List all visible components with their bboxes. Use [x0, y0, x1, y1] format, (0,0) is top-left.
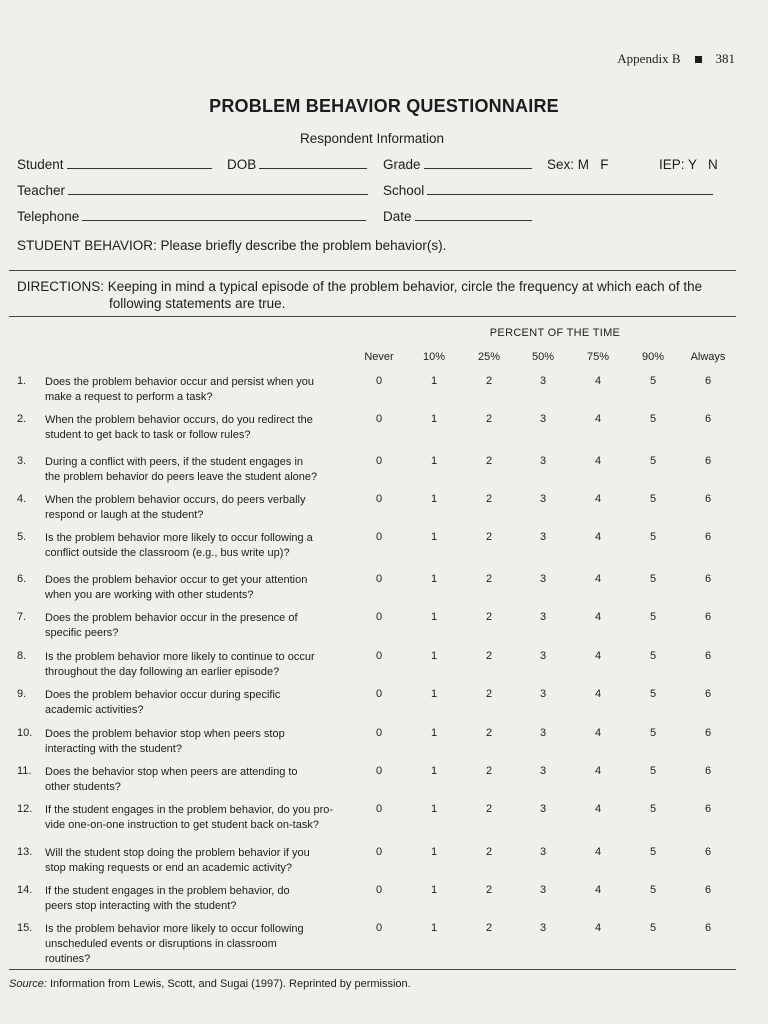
- question-line: the problem behavior do peers leave the student alone?: [45, 471, 318, 483]
- telephone-line: [82, 219, 366, 221]
- question-line: Is the problem behavior more likely to continue to occur: [45, 651, 315, 663]
- question-line: conflict outside the classroom (e.g., bus write up)?: [45, 547, 290, 559]
- frequency-option[interactable]: 5: [649, 413, 657, 425]
- frequency-option[interactable]: 1: [430, 573, 438, 585]
- question-text: [45, 803, 333, 833]
- frequency-option[interactable]: 0: [375, 922, 383, 934]
- frequency-option[interactable]: 2: [485, 765, 493, 777]
- column-header: 90%: [641, 351, 665, 363]
- frequency-option[interactable]: 2: [485, 922, 493, 934]
- frequency-option[interactable]: 4: [594, 611, 602, 623]
- question-text: [45, 650, 315, 680]
- frequency-option[interactable]: 4: [594, 688, 602, 700]
- question-line: Does the problem behavior occur during specific: [45, 689, 281, 701]
- frequency-option[interactable]: 0: [375, 650, 383, 662]
- frequency-option[interactable]: 5: [649, 650, 657, 662]
- question-line: Does the problem behavior occur to get your attention: [45, 574, 308, 586]
- frequency-option[interactable]: 0: [375, 611, 383, 623]
- frequency-option[interactable]: 5: [649, 455, 657, 467]
- frequency-option[interactable]: 2: [485, 413, 493, 425]
- frequency-option[interactable]: 1: [430, 455, 438, 467]
- frequency-option[interactable]: 2: [485, 611, 493, 623]
- school-label: School: [383, 183, 425, 198]
- frequency-option[interactable]: 3: [539, 531, 547, 543]
- question-number: 11.: [17, 765, 32, 777]
- question-line: If the student engages in the problem behavior, do: [45, 885, 290, 897]
- question-number: 14.: [17, 884, 33, 896]
- question-number: 9.: [17, 688, 27, 700]
- frequency-option[interactable]: 2: [485, 650, 493, 662]
- question-line: Does the behavior stop when peers are attending to: [45, 766, 298, 778]
- grade-label: Grade: [383, 157, 421, 172]
- frequency-option[interactable]: 1: [430, 803, 438, 815]
- question-line: Does the problem behavior occur in the presence of: [45, 612, 298, 624]
- question-line: During a conflict with peers, if the student engages in: [45, 456, 304, 468]
- question-line: When the problem behavior occurs, do peers verbally: [45, 494, 306, 506]
- frequency-option[interactable]: 6: [704, 413, 712, 425]
- question-text: [45, 688, 280, 718]
- grade-line: [424, 167, 532, 169]
- dob-field[interactable]: [227, 157, 367, 172]
- divider: [9, 316, 736, 317]
- question-number: 13.: [17, 846, 33, 858]
- frequency-option[interactable]: 6: [704, 573, 712, 585]
- frequency-option[interactable]: 2: [485, 455, 493, 467]
- question-line: student to get back to task or follow rules?: [45, 429, 251, 441]
- question-line: throughout the day following an earlier episode?: [45, 666, 280, 678]
- date-line: [415, 219, 532, 221]
- school-field[interactable]: [383, 183, 713, 198]
- question-number: 5.: [17, 531, 27, 543]
- frequency-option[interactable]: 3: [539, 884, 547, 896]
- question-line: Is the problem behavior more likely to occur following: [45, 923, 304, 935]
- frequency-option[interactable]: 1: [430, 650, 438, 662]
- page-title: PROBLEM BEHAVIOR QUESTIONNAIRE: [209, 96, 559, 116]
- frequency-option[interactable]: 6: [704, 611, 712, 623]
- frequency-option[interactable]: 6: [704, 846, 712, 858]
- frequency-option[interactable]: 3: [539, 650, 547, 662]
- frequency-option[interactable]: 3: [539, 375, 547, 387]
- question-text: [45, 375, 314, 405]
- frequency-option[interactable]: 0: [375, 493, 383, 505]
- frequency-option[interactable]: 5: [649, 493, 657, 505]
- question-line: Does the problem behavior occur and persist when you: [45, 376, 315, 388]
- frequency-option[interactable]: 4: [594, 573, 602, 585]
- frequency-option[interactable]: 2: [485, 531, 493, 543]
- question-text: [45, 884, 290, 914]
- frequency-option[interactable]: 0: [375, 531, 383, 543]
- question-line: respond or laugh at the student?: [45, 509, 204, 521]
- source-label: Source:: [9, 978, 47, 990]
- question-number: 12.: [17, 803, 33, 815]
- teacher-field[interactable]: [17, 183, 368, 198]
- frequency-option[interactable]: 1: [430, 765, 438, 777]
- question-number: 3.: [17, 455, 27, 467]
- question-line: academic activities?: [45, 704, 144, 716]
- question-line: vide one-on-one instruction to get student back on-task?: [45, 819, 319, 831]
- frequency-option[interactable]: 1: [430, 727, 438, 739]
- telephone-label: Telephone: [17, 209, 80, 224]
- question-number: 8.: [17, 650, 27, 662]
- frequency-option[interactable]: 3: [539, 413, 547, 425]
- column-header: 75%: [586, 351, 610, 363]
- frequency-option[interactable]: 1: [430, 688, 438, 700]
- column-header: Never: [364, 351, 394, 363]
- frequency-option[interactable]: 0: [375, 765, 383, 777]
- question-line: peers stop interacting with the student?: [45, 900, 237, 912]
- frequency-option[interactable]: 5: [649, 803, 657, 815]
- frequency-option[interactable]: 3: [539, 493, 547, 505]
- question-line: Does the problem behavior stop when peers stop: [45, 728, 285, 740]
- teacher-label: Teacher: [17, 183, 66, 198]
- directions: [17, 278, 702, 312]
- frequency-option[interactable]: 0: [375, 884, 383, 896]
- frequency-option[interactable]: 5: [649, 531, 657, 543]
- frequency-option[interactable]: 6: [704, 765, 712, 777]
- frequency-option[interactable]: 0: [375, 727, 383, 739]
- frequency-option[interactable]: 2: [485, 803, 493, 815]
- date-field[interactable]: [383, 209, 532, 224]
- question-number: 4.: [17, 493, 27, 505]
- frequency-option[interactable]: 4: [594, 884, 602, 896]
- frequency-option[interactable]: 6: [704, 727, 712, 739]
- question-line: If the student engages in the problem behavior, do you pro-: [45, 804, 334, 816]
- frequency-option[interactable]: 2: [485, 688, 493, 700]
- directions-line: following statements are true.: [109, 296, 286, 311]
- frequency-option[interactable]: 2: [485, 375, 493, 387]
- question-number: 10.: [17, 727, 33, 739]
- column-header: 25%: [477, 351, 501, 363]
- column-header: 50%: [531, 351, 555, 363]
- question-text: [45, 611, 298, 641]
- frequency-option[interactable]: 2: [485, 573, 493, 585]
- section-subtitle: Respondent Information: [299, 131, 445, 146]
- frequency-option[interactable]: 3: [539, 611, 547, 623]
- frequency-option[interactable]: 5: [649, 922, 657, 934]
- frequency-option[interactable]: 5: [649, 846, 657, 858]
- student-field[interactable]: [17, 157, 212, 172]
- frequency-option[interactable]: 1: [430, 375, 438, 387]
- sex-field[interactable]: Sex: M F: [547, 157, 609, 172]
- frequency-option[interactable]: 1: [430, 493, 438, 505]
- question-line: When the problem behavior occurs, do you redirect the: [45, 414, 313, 426]
- frequency-option[interactable]: 4: [594, 922, 602, 934]
- page-number: 381: [715, 51, 735, 66]
- percent-header: PERCENT OF THE TIME: [489, 327, 621, 339]
- frequency-option[interactable]: 6: [704, 455, 712, 467]
- frequency-option[interactable]: 3: [539, 573, 547, 585]
- question-line: make a request to perform a task?: [45, 391, 213, 403]
- frequency-option[interactable]: 5: [649, 727, 657, 739]
- question-text: [45, 493, 305, 523]
- question-text: [45, 765, 298, 795]
- frequency-option[interactable]: 1: [430, 531, 438, 543]
- frequency-option[interactable]: 4: [594, 765, 602, 777]
- question-text: [45, 531, 313, 561]
- frequency-option[interactable]: 0: [375, 846, 383, 858]
- frequency-option[interactable]: 0: [375, 573, 383, 585]
- question-line: other students?: [45, 781, 121, 793]
- question-text: [45, 413, 313, 443]
- frequency-option[interactable]: 4: [594, 531, 602, 543]
- frequency-option[interactable]: 5: [649, 688, 657, 700]
- dob-label: DOB: [227, 157, 257, 172]
- frequency-option[interactable]: 1: [430, 922, 438, 934]
- question-text: [45, 573, 307, 603]
- date-label: Date: [383, 209, 412, 224]
- frequency-option[interactable]: 4: [594, 375, 602, 387]
- frequency-option[interactable]: 1: [430, 413, 438, 425]
- frequency-option[interactable]: 4: [594, 650, 602, 662]
- question-line: Will the student stop doing the problem behavior if you: [45, 847, 310, 859]
- frequency-option[interactable]: 6: [704, 803, 712, 815]
- divider: [9, 270, 736, 271]
- frequency-option[interactable]: 6: [704, 375, 712, 387]
- question-text: [45, 922, 304, 967]
- frequency-option[interactable]: 4: [594, 455, 602, 467]
- frequency-option[interactable]: 4: [594, 413, 602, 425]
- directions-line: DIRECTIONS: Keeping in mind a typical episode of the problem behavior, circle the frequency at which each of the: [17, 279, 703, 294]
- question-line: unscheduled events or disruptions in classroom: [45, 938, 277, 950]
- frequency-option[interactable]: 0: [375, 803, 383, 815]
- frequency-option[interactable]: 3: [539, 922, 547, 934]
- frequency-option[interactable]: 5: [649, 611, 657, 623]
- frequency-option[interactable]: 2: [485, 846, 493, 858]
- frequency-option[interactable]: 0: [375, 375, 383, 387]
- frequency-option[interactable]: 2: [485, 493, 493, 505]
- frequency-option[interactable]: 3: [539, 727, 547, 739]
- question-number: 6.: [17, 573, 27, 585]
- square-bullet-icon: [695, 56, 702, 63]
- frequency-option[interactable]: 0: [375, 688, 383, 700]
- column-header: 10%: [422, 351, 446, 363]
- appendix-label: Appendix B: [617, 51, 681, 66]
- frequency-option[interactable]: 2: [485, 884, 493, 896]
- frequency-option[interactable]: 5: [649, 765, 657, 777]
- frequency-option[interactable]: 6: [704, 884, 712, 896]
- page-header: [617, 51, 735, 67]
- frequency-option[interactable]: 1: [430, 611, 438, 623]
- question-line: when you are working with other students?: [45, 589, 254, 601]
- frequency-option[interactable]: 2: [485, 727, 493, 739]
- frequency-option[interactable]: 5: [649, 573, 657, 585]
- frequency-option[interactable]: 4: [594, 727, 602, 739]
- frequency-option[interactable]: 3: [539, 455, 547, 467]
- question-text: [45, 727, 285, 757]
- frequency-option[interactable]: 6: [704, 688, 712, 700]
- telephone-field[interactable]: [17, 209, 366, 224]
- column-header: Always: [690, 351, 726, 363]
- question-text: [45, 846, 310, 876]
- frequency-option[interactable]: 3: [539, 846, 547, 858]
- student-line: [67, 167, 212, 169]
- frequency-option[interactable]: 6: [704, 531, 712, 543]
- student-behavior-prompt: STUDENT BEHAVIOR: Please briefly describe the problem behavior(s).: [17, 238, 447, 253]
- question-text: [45, 455, 317, 485]
- school-line: [427, 193, 713, 195]
- question-number: 2.: [17, 413, 27, 425]
- frequency-option[interactable]: 6: [704, 650, 712, 662]
- grade-field[interactable]: [383, 157, 532, 172]
- frequency-option[interactable]: 4: [594, 803, 602, 815]
- divider: [9, 969, 736, 970]
- question-line: stop making requests or end an academic activity?: [45, 862, 293, 874]
- dob-line: [259, 167, 367, 169]
- iep-field[interactable]: IEP: Y N: [659, 157, 718, 172]
- question-line: interacting with the student?: [45, 743, 182, 755]
- question-line: specific peers?: [45, 627, 119, 639]
- frequency-option[interactable]: 1: [430, 846, 438, 858]
- source-note: [9, 978, 411, 990]
- question-number: 1.: [17, 375, 27, 387]
- teacher-line: [68, 193, 368, 195]
- frequency-option[interactable]: 5: [649, 375, 657, 387]
- frequency-option[interactable]: 4: [594, 846, 602, 858]
- frequency-option[interactable]: 6: [704, 493, 712, 505]
- frequency-option[interactable]: 0: [375, 455, 383, 467]
- frequency-option[interactable]: 1: [430, 884, 438, 896]
- frequency-option[interactable]: 3: [539, 765, 547, 777]
- question-line: routines?: [45, 953, 91, 965]
- frequency-option[interactable]: 6: [704, 922, 712, 934]
- question-number: 7.: [17, 611, 27, 623]
- source-text: Information from Lewis, Scott, and Sugai (1997). Reprinted by permission.: [46, 978, 411, 990]
- frequency-option[interactable]: 5: [649, 884, 657, 896]
- frequency-option[interactable]: 3: [539, 803, 547, 815]
- question-number: 15.: [17, 922, 33, 934]
- question-line: Is the problem behavior more likely to occur following a: [45, 532, 313, 544]
- frequency-option[interactable]: 4: [594, 493, 602, 505]
- frequency-option[interactable]: 3: [539, 688, 547, 700]
- frequency-option[interactable]: 0: [375, 413, 383, 425]
- student-label: Student: [17, 157, 64, 172]
